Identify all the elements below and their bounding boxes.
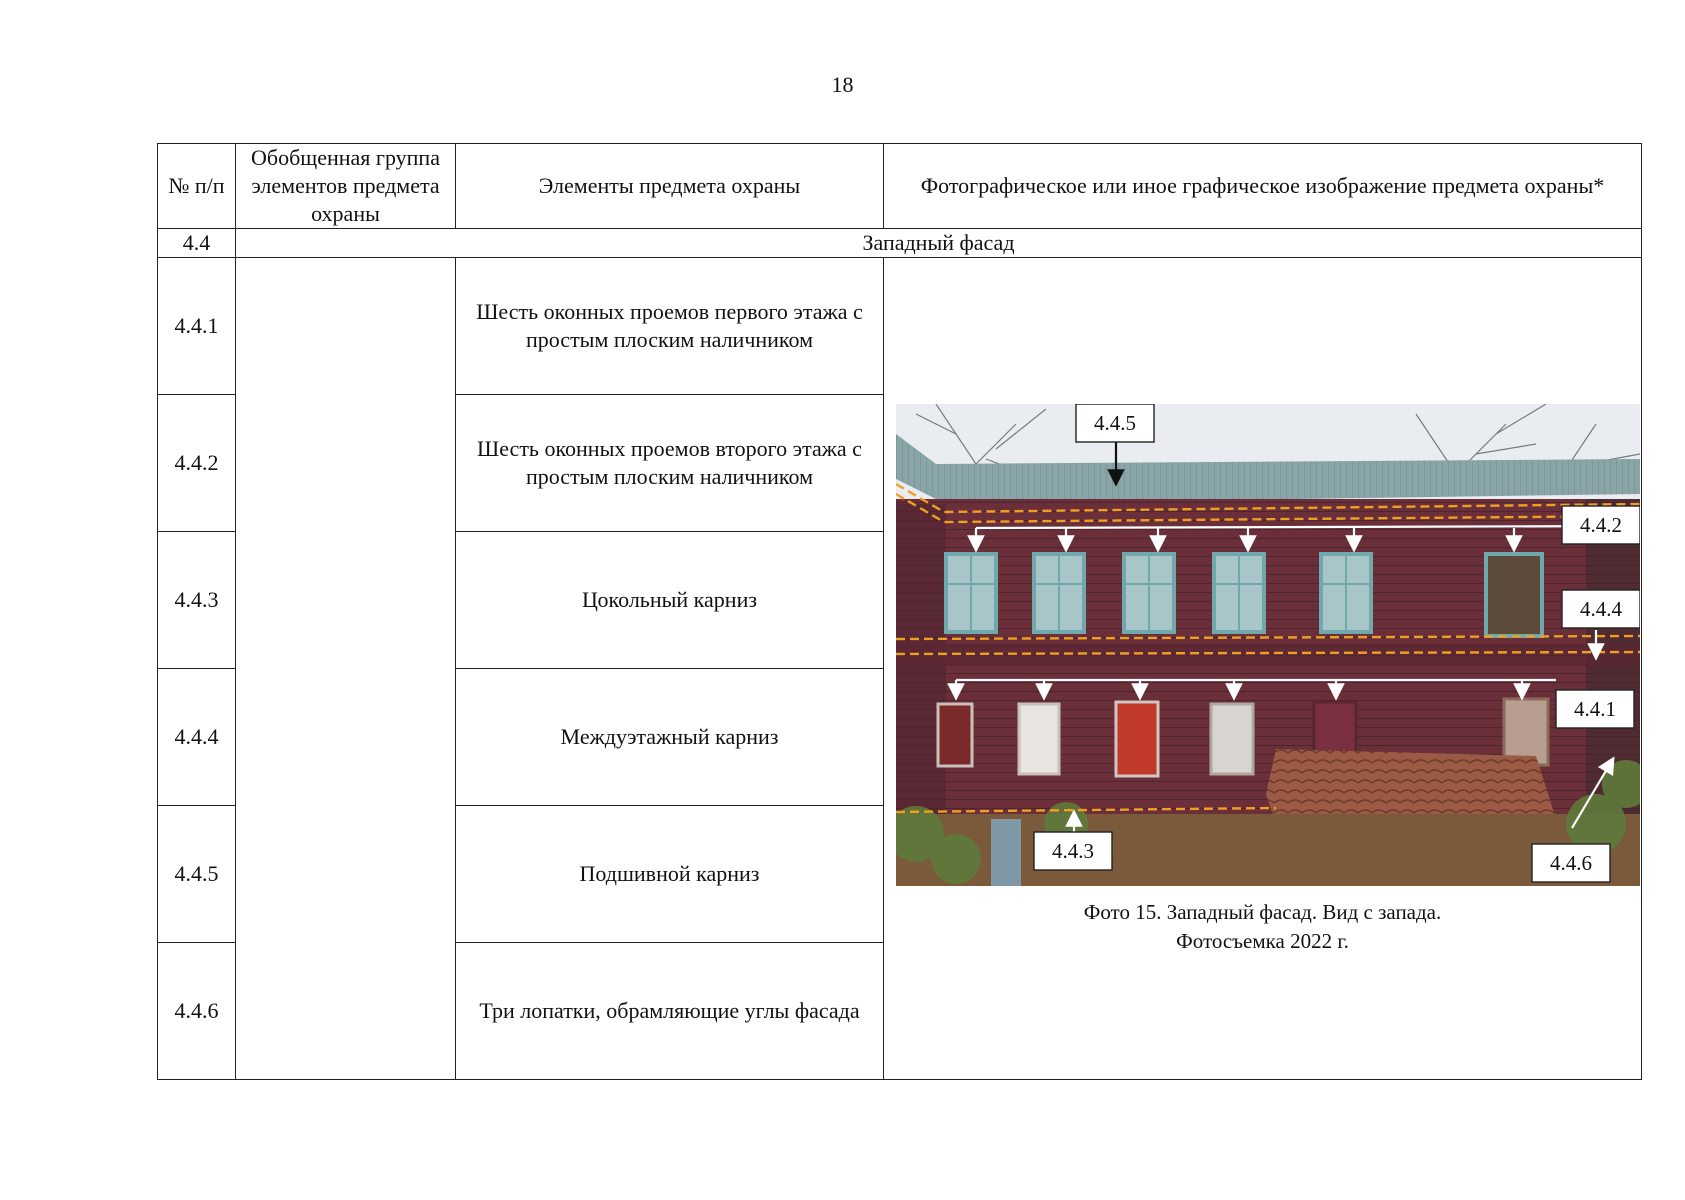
section-title: Западный фасад: [236, 229, 1642, 258]
row-element: Шесть оконных проемов второго этажа с простым плоским наличником: [456, 395, 884, 532]
caption-line-1: Фото 15. Западный фасад. Вид с запада.: [1083, 900, 1442, 924]
header-elements: Элементы предмета охраны: [456, 144, 884, 229]
row-element: Подшивной карниз: [456, 806, 884, 943]
section-num: 4.4: [158, 229, 236, 258]
label-445: 4.4.5: [1094, 411, 1136, 435]
row-num: 4.4.1: [158, 258, 236, 395]
row-element: Шесть оконных проемов первого этажа с простым плоским наличником: [456, 258, 884, 395]
table-row: [158, 258, 1642, 395]
label-441: 4.4.1: [1574, 697, 1616, 721]
label-446: 4.4.6: [1550, 851, 1592, 875]
interfloor-band: [896, 644, 1640, 666]
page-number: 18: [831, 72, 854, 97]
caption-line-2: Фотосъемка 2022 г.: [1176, 929, 1349, 953]
row-num: 4.4.6: [158, 943, 236, 1080]
group-cell: [236, 258, 456, 1080]
header-group: Обобщенная группа элементов предмета охраны: [236, 144, 456, 229]
label-443: 4.4.3: [1052, 839, 1094, 863]
row-element: Междуэтажный карниз: [456, 669, 884, 806]
table-header-row: [158, 144, 1642, 229]
row-num: 4.4.3: [158, 532, 236, 669]
photo-cell: [884, 258, 1642, 1080]
label-444: 4.4.4: [1580, 597, 1622, 621]
row-num: 4.4.4: [158, 669, 236, 806]
row-element: Цокольный карниз: [456, 532, 884, 669]
facade-photo: [896, 404, 1640, 886]
label-442: 4.4.2: [1580, 513, 1622, 537]
photo-caption: [884, 898, 1641, 956]
row-num: 4.4.2: [158, 395, 236, 532]
row-num: 4.4.5: [158, 806, 236, 943]
header-image: Фотографическое или иное графическое изображение предмета охраны*: [884, 144, 1642, 229]
header-num: № п/п: [158, 144, 236, 229]
section-row: [158, 229, 1642, 258]
row-element: Три лопатки, обрамляющие углы фасада: [456, 943, 884, 1080]
protection-table: [157, 143, 1642, 1080]
shed-roof: [1266, 749, 1556, 824]
